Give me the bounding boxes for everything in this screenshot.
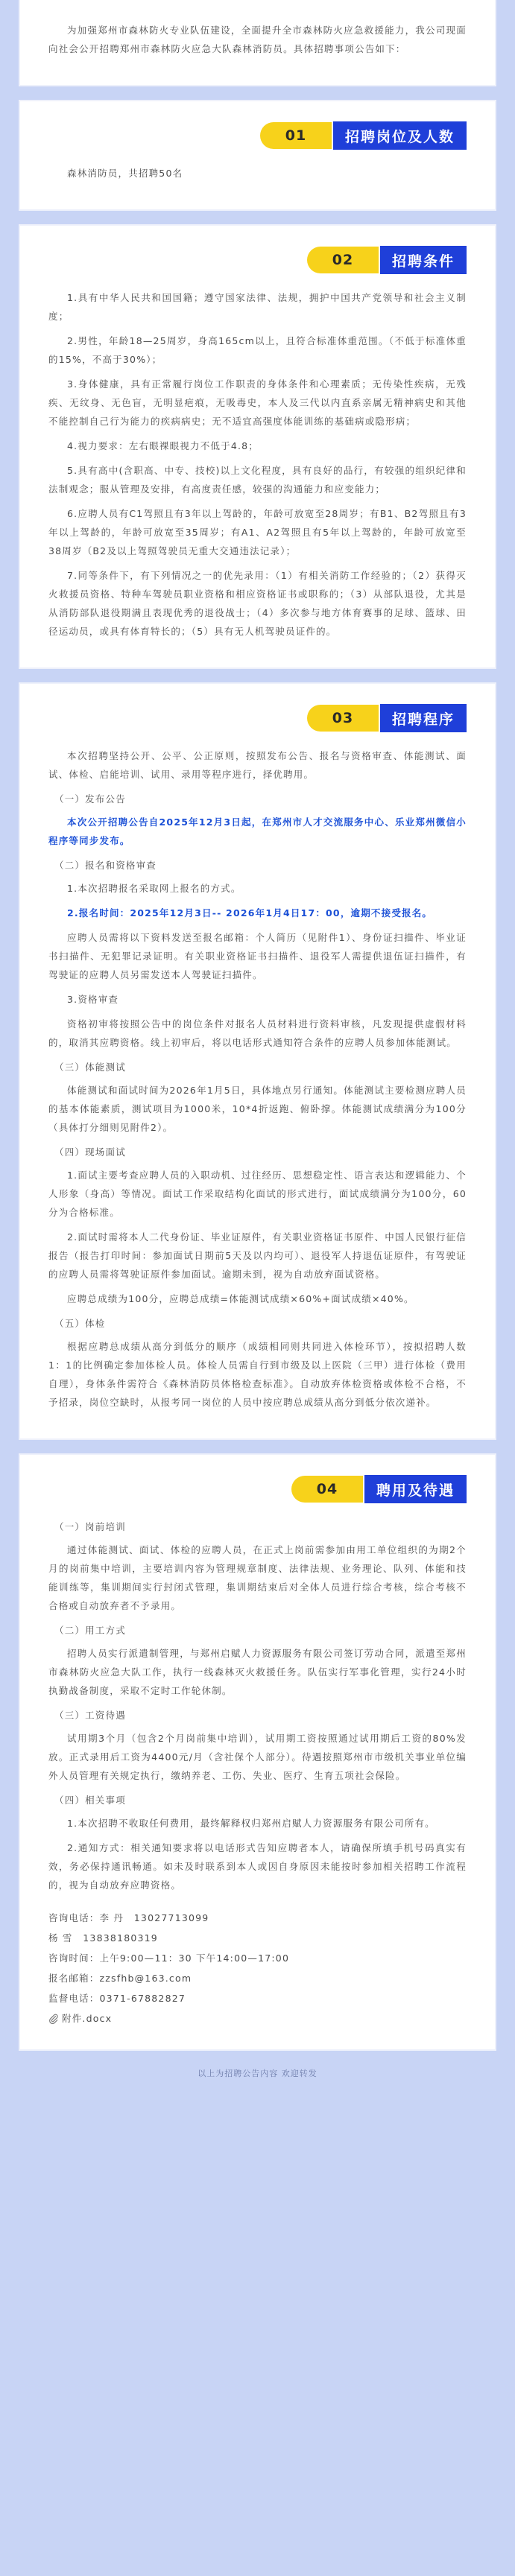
section2-header — [48, 245, 467, 275]
section4-header — [48, 1474, 467, 1504]
contact-phone-1: 咨询电话：李 丹 13027713099 — [48, 1912, 209, 1923]
related-item: 2.通知方式：相关通知要求将以电话形式告知应聘者本人，请确保所填手机号码真实有效，务必保持通讯畅通。如未及时联系到本人或因自身原因未能按时参加相关招聘工作流程的，视为自动放弃应聘资格。 — [48, 1842, 467, 1891]
supervision-phone: 监督电话：0371-67882827 — [48, 1993, 186, 2004]
salary-body: 试用期3个月（包含2个月岗前集中培训），试用期工资按照通过试用期后工资的80%发放。正式录用后工资为4400元/月（含社保个人部分）。待遇按照郑州市市级机关事业单位编外人员管理有关规定执行，缴纳养老、工伤、失业、医疗、生育五项社会保险。 — [48, 1733, 467, 1781]
subsection-heading: （四）现场面试 — [54, 1146, 126, 1158]
section4-card — [19, 1453, 496, 2051]
section2-title: 招聘条件 — [379, 246, 467, 274]
requirement-item: 6.应聘人员有C1驾照且有3年以上驾龄的，年龄可放宽至28周岁；有B1、B2驾照且有3年以上驾龄的，年龄可放宽至35周岁；有A1、A2驾照且有5年以上驾龄的，年龄可放宽至38周岁（B2及以上驾照驾驶员无重大交通违法记录）； — [48, 508, 467, 556]
section1-title: 招聘岗位及人数 — [332, 121, 467, 150]
contact-phone-2: 杨 雪 13838180319 — [48, 1932, 158, 1944]
related-item: 1.本次招聘不收取任何费用，最终解释权归郑州启赋人力资源服务有限公司所有。 — [67, 1818, 435, 1829]
section1-card — [19, 100, 496, 211]
section1-number: 01 — [260, 122, 332, 149]
registration-time: 2.报名时间：2025年12月3日-- 2026年1月4日17：00，逾期不接受报名。 — [67, 907, 433, 919]
requirement-item: 4.视力要求：左右眼裸眼视力不低于4.8； — [67, 440, 259, 451]
section3-badge — [307, 704, 467, 732]
section4-number: 04 — [291, 1476, 363, 1503]
intro-text: 为加强郑州市森林防火专业队伍建设，全面提升全市森林防火应急救援能力，我公司现面向社会公开招聘郑州市森林防火应急大队森林消防员。具体招聘事项公告如下： — [48, 25, 467, 54]
section1-body: 森林消防员，共招聘50名 — [67, 168, 183, 179]
subsection-heading: （五）体检 — [54, 1318, 106, 1329]
subsection-heading: （二）用工方式 — [54, 1625, 126, 1636]
registration-method: 1.本次招聘报名采取网上报名的方式。 — [67, 883, 241, 894]
attachment-link[interactable] — [48, 2008, 467, 2028]
paperclip-icon — [48, 2014, 59, 2024]
section3-card — [19, 682, 496, 1440]
intro-card — [19, 0, 496, 86]
qualification-review: 资格初审将按照公告中的岗位条件对报名人员材料进行资料审核，凡发现提供虚假材料的，取消其应聘资格。线上初审后，将以电话形式通知符合条件的应聘人员参加体能测试。 — [48, 1018, 467, 1048]
section4-badge — [291, 1475, 467, 1503]
requirement-item: 7.同等条件下，有下列情况之一的优先录用：（1）有相关消防工作经验的；（2）获得灭火救援员资格、特种车驾驶员职业资格和相应资格证书或职称的；（3）从部队退役，尤其是从消防部队退役期满且表现优秀的退役战士；（4）多次参与地方体育赛事的足球、篮球、田径运动员，或具有体育特长的；（5）具有无人机驾驶员证件的。 — [48, 570, 467, 637]
section1-badge — [260, 121, 467, 150]
publish-notice: 本次公开招聘公告自2025年12月3日起，在郑州市人才交流服务中心、乐业郑州微信小程序等同步发布。 — [48, 816, 467, 846]
qualification-review-heading: 3.资格审查 — [67, 994, 119, 1005]
subsection-heading: （三）体能测试 — [54, 1062, 126, 1073]
medical-exam: 根据应聘总成绩从高分到低分的顺序（成绩相同则共同进入体检环节），按拟招聘人数1：1的比例确定参加体检人员。体检人员需自行到市级及以上医院（三甲）进行体检（费用自理），身体条件需符合《森林消防员体格检查标准》。自动放弃体检资格或体检不合格，不予招录，岗位空缺时，从报考同一岗位的人员中按应聘总成绩从高分到低分依次递补。 — [48, 1341, 467, 1408]
subsection-heading: （三）工资待遇 — [54, 1710, 126, 1721]
subsection-heading: （一）发布公告 — [54, 793, 126, 805]
interview-item: 应聘总成绩为100分，应聘总成绩=体能测试成绩×60%+面试成绩×40%。 — [67, 1293, 414, 1304]
subsection-heading: （一）岗前培训 — [54, 1521, 126, 1532]
subsection-heading: （二）报名和资格审查 — [54, 860, 157, 871]
interview-item: 1.面试主要考查应聘人员的入职动机、过往经历、思想稳定性、语言表达和逻辑能力、个人形象（身高）等情况。面试工作采取结构化面试的形式进行，面试成绩满分为100分，60分为合格标准。 — [48, 1170, 467, 1218]
contact-email[interactable]: 报名邮箱：zzsfhb@163.com — [48, 1973, 192, 1984]
requirement-item: 1.具有中华人民共和国国籍；遵守国家法律、法规，拥护中国共产党领导和社会主义制度； — [48, 292, 467, 322]
requirement-item: 3.身体健康，具有正常履行岗位工作职责的身体条件和心理素质；无传染性疾病，无残疾、无纹身、无色盲，无明显疤痕，无吸毒史，本人及三代以内直系亲属无精神病史和其他不能控制自己行为能力的疾病病史；无不适宜高强度体能训练的基础病或隐形病； — [48, 378, 467, 427]
section2-number: 02 — [307, 247, 379, 273]
interview-item: 2.面试时需将本人二代身份证、毕业证原件，有关职业资格证书原件、中国人民银行征信报告（报告打印时间：参加面试日期前5天及以内均可）、退役军人持退伍证原件，有驾驶证的应聘人员需将驾驶证原件参加面试。逾期未到，视为自动放弃面试资格。 — [48, 1231, 467, 1280]
contact-hours: 咨询时间：上午9:00—11：30 下午14:00—17:00 — [48, 1952, 290, 1964]
section2-card — [19, 224, 496, 669]
section3-title: 招聘程序 — [379, 704, 467, 732]
section1-header — [48, 121, 467, 150]
attachment-filename[interactable]: 附件.docx — [62, 2013, 113, 2024]
section4-title: 聘用及待遇 — [363, 1475, 467, 1503]
requirement-item: 5.具有高中(含职高、中专、技校)以上文化程度，具有良好的品行，有较强的组织纪律和法制观念；服从管理及安排，有高度责任感，较强的沟通能力和应变能力； — [48, 465, 467, 495]
subsection-heading: （四）相关事项 — [54, 1795, 126, 1806]
requirement-item: 2.男性，年龄18—25周岁，身高165cm以上，且符合标准体重范围。（不低于标准体重的15%，不高于30%）； — [48, 335, 467, 365]
section3-number: 03 — [307, 705, 379, 732]
procedure-lead: 本次招聘坚持公开、公平、公正原则，按照发布公告、报名与资格审查、体能测试、面试、体检、启能培训、试用、录用等程序进行，择优聘用。 — [48, 750, 467, 780]
employment-body: 招聘人员实行派遣制管理，与郑州启赋人力资源服务有限公司签订劳动合同，派遣至郑州市森林防火应急大队工作，执行一线森林灭火救援任务。队伍实行军事化管理，实行24小时执勤战备制度，采取不定时工作轮休制。 — [48, 1648, 467, 1696]
section3-header — [48, 703, 467, 733]
section2-badge — [307, 246, 467, 274]
fitness-test: 体能测试和面试时间为2026年1月5日，具体地点另行通知。体能测试主要检测应聘人员的基本体能素质，测试项目为1000米，10*4折返跑、俯卧撑。体能测试成绩满分为100分（具体打分细则见附件2）。 — [48, 1085, 467, 1133]
registration-materials: 应聘人员需将以下资料发送至报名邮箱：个人简历（见附件1）、身份证扫描件、毕业证书扫描件、无犯罪记录证明。有关职业资格证书扫描件、退役军人需提供退伍证扫描件，有驾驶证的应聘人员另需发送本人驾驶证扫描件。 — [48, 932, 467, 980]
footer-note: 以上为招聘公告内容 欢迎转发 — [198, 2069, 317, 2078]
training-body: 通过体能测试、面试、体检的应聘人员，在正式上岗前需参加由用工单位组织的为期2个月的岗前集中培训，主要培训内容为管理规章制度、法律法规、业务理论、队列、体能和技能训练等，集训期间实行封闭式管理，集训期结束后对全体人员进行综合考核，综合考核不合格或自动放弃者不予录用。 — [48, 1544, 467, 1611]
